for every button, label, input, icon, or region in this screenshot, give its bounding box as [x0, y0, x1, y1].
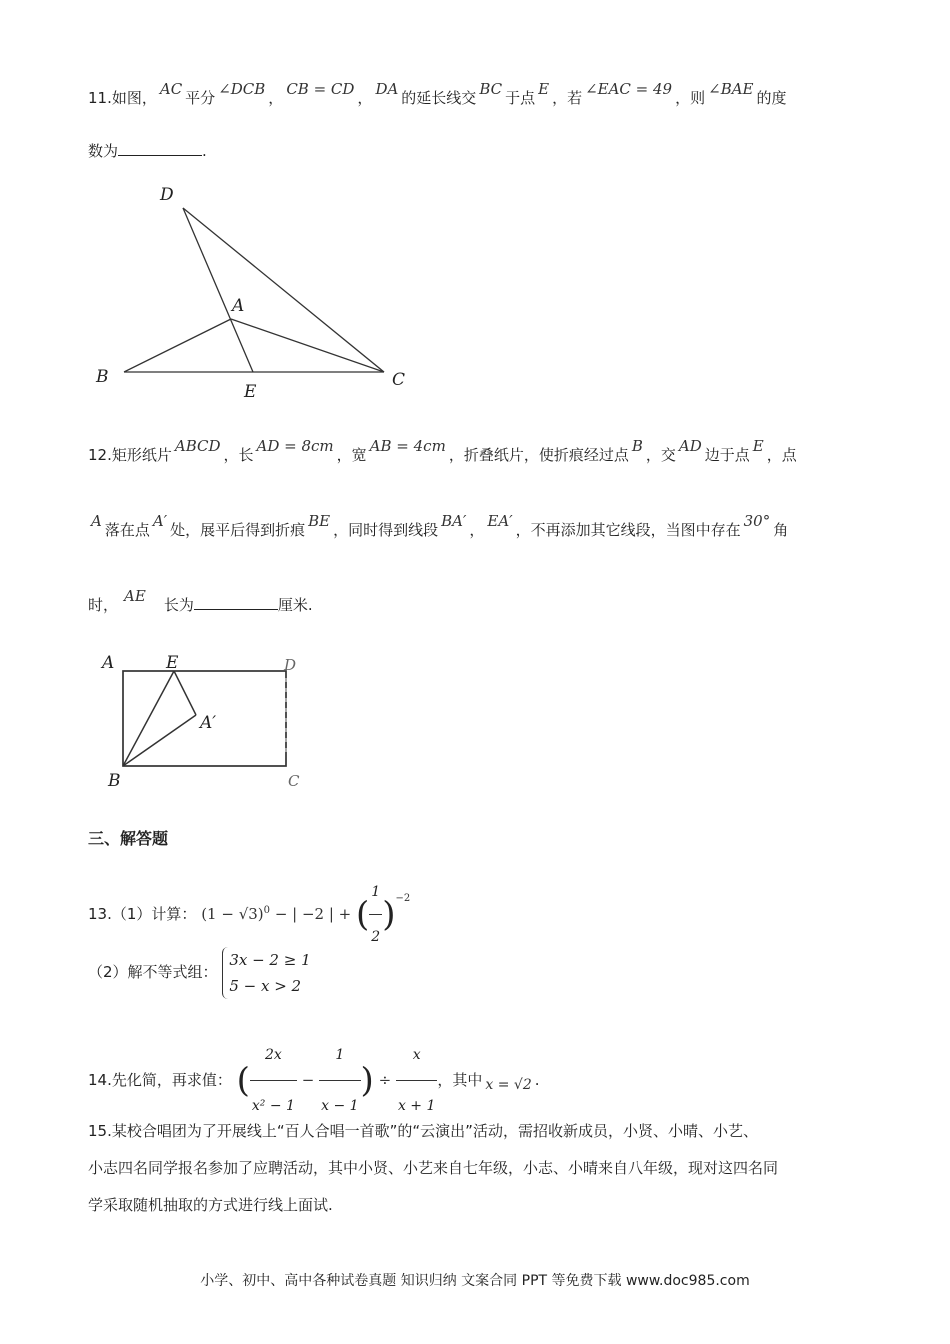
- q14: 14.先化简，再求值： ( $\frac{2x}{\text{x² − 1}}$ − $\frac{1}{x - 1}$ ) ÷ $\frac{x}{x + 1}$ ，其中 x = √2 .: [88, 1030, 540, 1080]
- segment-de: [183, 208, 253, 372]
- label-c: C: [392, 370, 406, 390]
- q11-line2: 数为 .: [88, 142, 207, 160]
- answer-blank: [194, 595, 278, 610]
- segment-ba: [124, 319, 231, 372]
- label-d: D: [160, 185, 174, 205]
- q15-line1: 15.某校合唱团为了开展线上“百人合唱一首歌”的“云演出”活动，需招收新成员，小贤、小晴、小艺、: [88, 1122, 758, 1140]
- section-heading: 三、解答题: [88, 829, 169, 848]
- q15-line3: 学采取随机抽取的方式进行线上面试.: [88, 1196, 333, 1214]
- q12-line1: 12.矩形纸片 ABCD ，长 AD = 8cm ，宽 AB = 4cm ，折叠纸片，使折痕经过点 B ，交 AD 边于点 E ，点: [88, 437, 797, 464]
- answer-blank: [118, 141, 202, 156]
- label-a: A: [102, 653, 115, 673]
- label-d: D: [284, 656, 297, 674]
- q11-figure: [90, 178, 420, 403]
- segment-ea1: [174, 671, 196, 715]
- label-b: B: [108, 771, 121, 791]
- label-b: B: [96, 367, 109, 387]
- label-c: C: [288, 772, 300, 790]
- label-e: E: [244, 382, 257, 402]
- q12-line3: 时， AE 长为 厘米.: [88, 587, 313, 614]
- label-a-prime: A′: [200, 713, 217, 733]
- crease-be: [123, 671, 174, 766]
- q13-part1: 13.（1）计算： $(1 - √3)^0$ − | −2 | + ( $\frac{1}{2}$ )$^{-2}$: [88, 870, 410, 914]
- segment-ba1: [123, 715, 196, 766]
- q11-line1: 11.如图， AC 平分 ∠DCB ， CB = CD ， DA 的延长线交 BC 于点 E ，若 ∠EAC = 49 ，则 ∠BAE 的度: [88, 80, 787, 107]
- inequality-system: 3x − 2 ≥ 1 5 − x > 2: [222, 947, 310, 999]
- q15-line2: 小志四名同学报名参加了应聘活动，其中小贤、小艺来自七年级，小志、小晴来自八年级，现对这四名同: [88, 1159, 779, 1177]
- label-a: A: [232, 296, 245, 316]
- segment-ac: [231, 319, 384, 372]
- q12-line2: A 落在点 A′ 处，展平后得到折痕 BE ，同时得到线段 BA′ ， EA′ ，不再添加其它线段，当图中存在 30° 角: [91, 512, 789, 539]
- q12-figure: [90, 648, 320, 796]
- page-footer: 小学、初中、高中各种试卷真题 知识归纳 文案合同 PPT 等免费下载 www.doc985.com: [200, 1273, 750, 1289]
- segment-dc: [183, 208, 384, 372]
- q13-part2: （2）解不等式组： 3x − 2 ≥ 1 5 − x > 2: [88, 944, 311, 1000]
- label-e: E: [166, 653, 179, 673]
